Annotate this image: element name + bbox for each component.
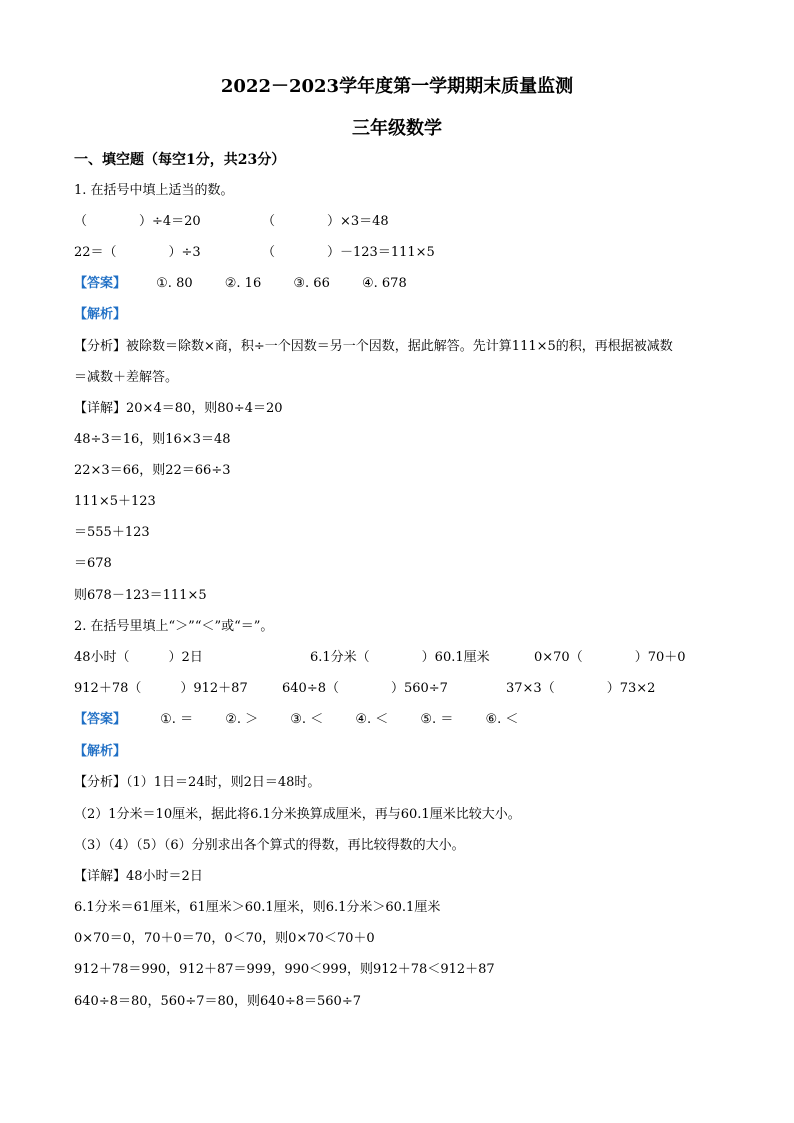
q1-detail-line-7: 则678－123＝111×5 [74, 588, 207, 603]
q2-answer-2: ②. ＞ [225, 712, 259, 727]
fenxi-tag: 【分析】 [74, 339, 127, 354]
q2-fenxi-line-2: （2）1分米＝10厘米，据此将6.1分米换算成厘米，再与60.1厘米比较大小。 [74, 807, 521, 822]
q2-analysis-tag-row [74, 742, 126, 762]
q2-detail-line-3: 0×70＝0，70＋0＝70，0＜70，则0×70＜70＋0 [74, 931, 375, 946]
q1-detail-line-2: 48÷3＝16，则16×3＝48 [74, 432, 231, 447]
q2-blank-2: 6.1分米（ ）60.1厘米 [310, 650, 490, 665]
q1-prompt: 1. 在括号中填上适当的数。 [74, 183, 234, 198]
q2-fenxi-line-3: （3）（4）（5）（6）分别求出各个算式的得数，再比较得数的大小。 [74, 838, 465, 853]
q1-blank-3: 22＝（ ）÷3 [74, 245, 201, 260]
q2-answer-1: ①. ＝ [160, 712, 194, 727]
q1-answer-1: ①. 80 [156, 276, 193, 291]
q1-answer-3: ③. 66 [293, 276, 330, 291]
document-title: 2022－2023学年度第一学期期末质量监测 [220, 76, 574, 97]
q2-detail-text-1: 48小时＝2日 [126, 869, 203, 884]
q2-blank-4: 912＋78（ ）912＋87 [74, 681, 248, 696]
q2-blank-6: 37×3（ ）73×2 [506, 681, 656, 696]
q2-blank-5: 640÷8（ ）560÷7 [282, 681, 448, 696]
q2-detail-line-4: 912＋78＝990，912＋87＝999，990＜999，则912＋78＜912＋87 [74, 962, 495, 977]
q2-answer-4: ④. ＜ [355, 712, 389, 727]
answer-tag: 【答案】 [74, 276, 127, 291]
q1-blank-1: （ ）÷4＝20 [74, 214, 201, 229]
q2-answer-5: ⑤. ＝ [420, 712, 454, 727]
q1-detail-text-1: 20×4＝80，则80÷4＝20 [126, 401, 283, 416]
q2-prompt: 2. 在括号里填上“＞”“＜”或“＝”。 [74, 619, 274, 634]
q2-answer-3: ③. ＜ [290, 712, 324, 727]
q1-blank-2: （ ）×3＝48 [262, 214, 389, 229]
q1-detail-line-6: ＝678 [74, 556, 112, 571]
fenxi-tag: 【分析】 [74, 775, 127, 790]
q1-fenxi-line-2: ＝减数＋差解答。 [74, 370, 179, 385]
document-subtitle: 三年级数学 [352, 118, 442, 139]
q1-detail-line-4: 111×5＋123 [74, 494, 156, 509]
analysis-tag: 【解析】 [74, 307, 127, 322]
q2-detail-line-5: 640÷8＝80，560÷7＝80，则640÷8＝560÷7 [74, 994, 361, 1009]
q1-detail-line-3: 22×3＝66，则22＝66÷3 [74, 463, 231, 478]
q1-detail-line-5: ＝555＋123 [74, 525, 150, 540]
q1-answer-4: ④. 678 [361, 276, 407, 291]
q2-answer-row [74, 710, 546, 730]
q2-blank-1: 48小时（ ）2日 [74, 650, 203, 665]
q1-detail-line-1 [74, 399, 283, 419]
detail-tag: 【详解】 [74, 869, 127, 884]
q2-answer-6: ⑥. ＜ [485, 712, 519, 727]
q1-fenxi-line-1 [74, 337, 673, 357]
detail-tag: 【详解】 [74, 401, 127, 416]
answer-tag: 【答案】 [74, 712, 127, 727]
analysis-tag: 【解析】 [74, 744, 127, 759]
q1-answer-row [74, 274, 435, 294]
q2-fenxi-text-1: （1）1日＝24时，则2日＝48时。 [126, 775, 321, 790]
q2-detail-line-2: 6.1分米＝61厘米，61厘米＞60.1厘米，则6.1分米＞60.1厘米 [74, 900, 441, 915]
q2-blank-3: 0×70（ ）70＋0 [534, 650, 686, 665]
section-heading: 一、填空题（每空1分，共23分） [74, 152, 286, 168]
q1-blank-4: （ ）－123＝111×5 [262, 245, 435, 260]
q1-answer-2: ②. 16 [224, 276, 262, 291]
q2-detail-line-1 [74, 867, 203, 887]
q2-fenxi-line-1 [74, 773, 320, 793]
q1-fenxi-text-1: 被除数＝除数×商，积÷一个因数＝另一个因数，据此解答。先计算111×5的积，再根据被减数 [126, 339, 673, 354]
q1-analysis-tag-row [74, 305, 126, 325]
